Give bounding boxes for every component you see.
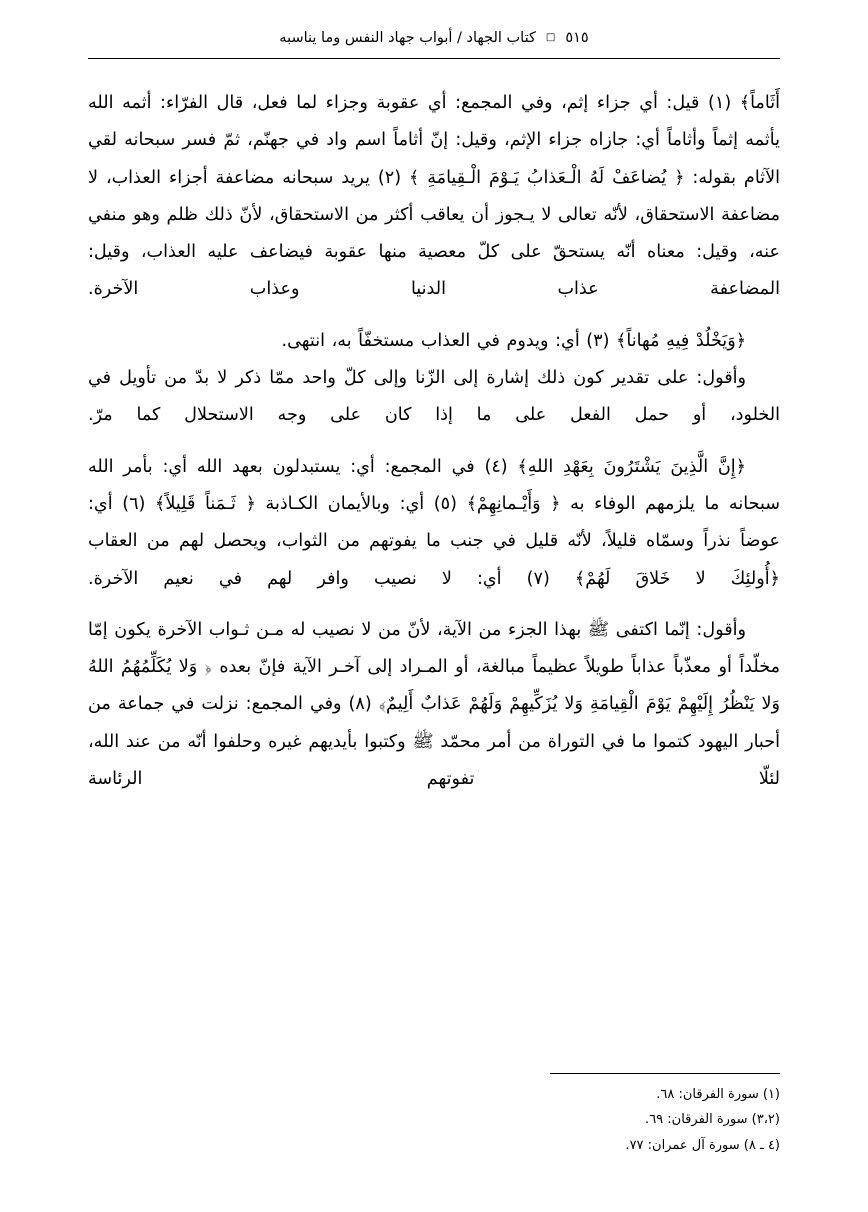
page-content xyxy=(88,30,780,1182)
footnotes-section xyxy=(88,1073,780,1158)
paragraph-5: وأقول: إنّما اكتفى ﷺ بهذا الجزء من الآية، لأنّ من لا نصيب له مـن ثـواب الآخرة يكون إمّا مخلّداً أو معذّباً عذاباً طويلاً عظيماً مبالغة، أو المـراد إلى آخـر الآية فإنّ بعده ﴿ وَلا يُكَلِّمُهُمُ اللهُ وَلا يَنْظُرُ إِلَيْهِمْ يَوْمَ الْقِيامَةِ وَلا يُزَكِّيهِمْ وَلَهُمْ عَذابٌ أَلِيمٌ﴾ (٨) وفي المجمع: نزلت في جماعة من أحبار اليهود كتموا ما في التوراة من أمر محمّد ﷺ وكتبوا بأيديهم غيره وحلفوا أنّه من عند الله، لئلّا تفوتهم الرئاسة xyxy=(88,619,780,790)
header-divider xyxy=(88,58,780,59)
footnote-item: (١) سورة الفرقان: ٦٨. xyxy=(656,1086,780,1102)
header-title: كتاب الجهاد / أبواب جهاد النفس وما يناسبه xyxy=(279,30,536,46)
header-page-number: ٥١٥ xyxy=(565,30,589,46)
page-header xyxy=(88,30,780,56)
header-separator-icon: □ xyxy=(545,32,556,43)
footnote-item: (٤ ـ ٨) سورة آل عمران: ٧٧. xyxy=(625,1137,780,1153)
footnote-divider xyxy=(550,1073,780,1074)
paragraph-3: وأقول: على تقدير كون ذلك إشارة إلى الزّنا وإلى كلّ واحد ممّا ذكر لا بدّ من تأويل في الخلود، أو حمل الفعل على ما إذا كان على وجه الاستحلال كما مرّ. xyxy=(88,368,780,426)
paragraph-1: أَثَاماً﴾ (١) قيل: أي جزاء إثم، وفي المجمع: أي عقوبة وجزاء لما فعل، قال الفرّاء: أثمه الله يأثمه إثماً وأثاماً أي: جازاه جزاء الإثم، وقيل: إنّ أثاماً اسم واد في جهنّم، ثمّ فسر سبحانه لقي الآثام بقوله: ﴿ يُضاعَفْ لَهُ الْـعَذابُ يَـوْمَ الْـقِيامَةِ ﴾ (٢) يريد سبحانه مضاعفة أجزاء العذاب، لا مضاعفة الاستحقاق، لأنّه تعالى لا يـجوز أن يعاقب أكثر من الاستحقاق، لأنّ ذلك ظلم وهو منفي عنه، وقيل: معناه أنّه يستحقّ على كلّ معصية منها عقوبة فيضاعف عليه العذاب، وقيل: المضاعفة عذاب الدنيا وعذاب الآخرة. xyxy=(88,93,780,300)
paragraph-4: ﴿إِنَّ الَّذِينَ يَشْتَرُونَ بِعَهْدِ اللهِ﴾ (٤) في المجمع: أي: يستبدلون بعهد الله أي: بأمر الله سبحانه ما يلزمهم الوفاء به ﴿ وَأَيْـمانِهِمْ﴾ (٥) أي: وبالأيمان الكـاذبة ﴿ ثَـمَناً قَلِيلاً﴾ (٦) أي: عوضاً نذراً وسمّاه قليلاً، لأنّه قليل في جنب ما يفوتهم من الثواب، ويحصل لهم من العقاب ﴿أُولئِكَ لا خَلاقَ لَهُمْ﴾ (٧) أي: لا نصيب وافر لهم في نعيم الآخرة. xyxy=(88,456,780,589)
body-text xyxy=(88,85,780,798)
paragraph-2: ﴿وَيَخْلُدْ فِيهِ مُهاناً﴾ (٣) أي: ويدوم في العذاب مستخفّاً به، انتهى. xyxy=(281,330,746,351)
footnote-item: (٣،٢) سورة الفرقان: ٦٩. xyxy=(645,1112,780,1128)
